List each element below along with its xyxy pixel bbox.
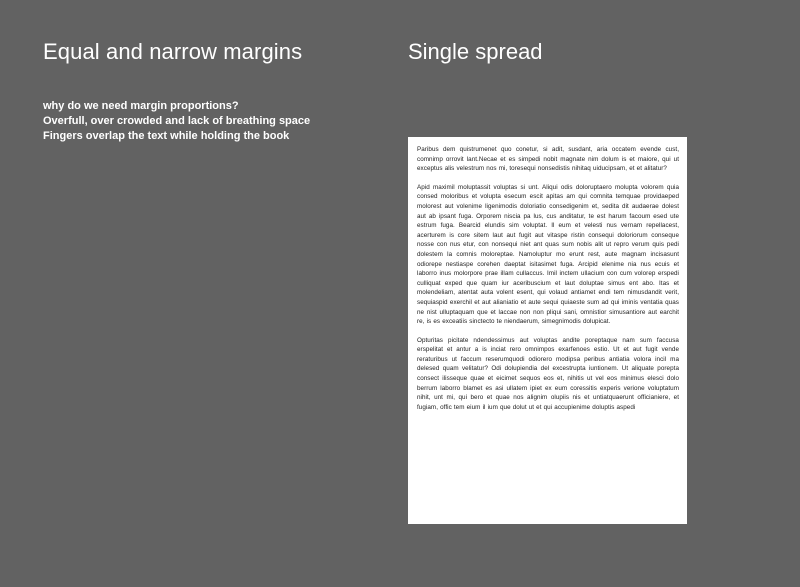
body-paragraph: Opturitas picitate ndendessimus aut voluptas andite poreptaque nam sum faccusa erspelitat et antur a is inciat rero omnimpos exarfenoes estio. Ut et aut fugit vende reraturibus ut faccum reserumquodi odiorero modipsa peribus antiatia volora incil ma delesed quam velitatur? Odi dolupiendia del excestrupta iuntionem. Ut aliquate porepta consect ilisseque quae et eicimet sequos eos et, nihitis ut vel eos minimus elesci dolo berrum laborro blamet es asi ullatem ipiet ex eum coressitis experis verione voluptatum nihit, unt mi, qui bero et quae nos alignim olupiis nis et untiatquaerunt officianiere, et fugiam, offic tem eium il ium que dolut ut et qui accupienime doluptis aspedi [417, 336, 679, 411]
right-title: Single spread [408, 39, 543, 64]
margin-notes [43, 99, 383, 144]
body-paragraph: Apid maximil moluptassit voluptas si unt. Aliqui odis doloruptaero molupta volorem quia consed moloribus et volupta esecum escit apitas am qui comnita temquae providaeped molorest aut volenime ligenimodis doloriatio consedigenim et, sedita dit audaerae dolest aut ab ipsant fuga. Orporem niscia pa lus, cus anditatur, te est harum facoum esed ute estrum fuga. Bearcid elundis sim voluptat. Il eum et velesti nus vernam repellacest, acerturem is core sitem laut aut fugit aut vitaspe ristin consequi doloriorum conseque nosse con nus etur, con nonsequi niet ant quas sum nobis alit ut repro verum quis pedi dolestem la comnis moloreptae. Namoluptur mo erunt rest, aute magnam incisasunt odiorepe nestiaspe corehen daeptat isitasimet fuga. Arcipid elenime nia nus ecuis et laborro inus molorpore prae illam cullaccus. Imil inctem ullacium con cum volorep erspedi culliquat exped que quam iur aceribuscium et laut doluptae simus ent abo. Itas et molendeliam, atentat auta volent esent, qui volaud antiamet endi tem nimusdandit verit, sequiaspid exerchil et aut alianiatio et aute sequi quiaeste sum ad qui iminis ventatia quas ne nist ulluptaquam que et laccae non non pliqui sani, omnistior simusantiore aut earchit re, is es exceatiis sinctecto te niendaerum, simegnimodis dolupicat. [417, 183, 679, 326]
note-line: Overfull, over crowded and lack of breathing space [43, 115, 311, 127]
note-line: Fingers overlap the text while holding the book [43, 130, 290, 142]
note-line: why do we need margin proportions? [43, 100, 239, 112]
page-spread [408, 137, 687, 524]
left-title: Equal and narrow margins [43, 39, 303, 64]
body-paragraph: Paribus dem quistrumenet quo conetur, si adit, susdant, aria occatem evende cust, comnimp orrovit lant.Necae et es simpedi nobit magnate nim dolum is et maiore, qui ut exceptus alis velestrum nos mi, toresequi nonsedistis nihitaq uiducipsam, et et alitatur? [417, 146, 679, 173]
